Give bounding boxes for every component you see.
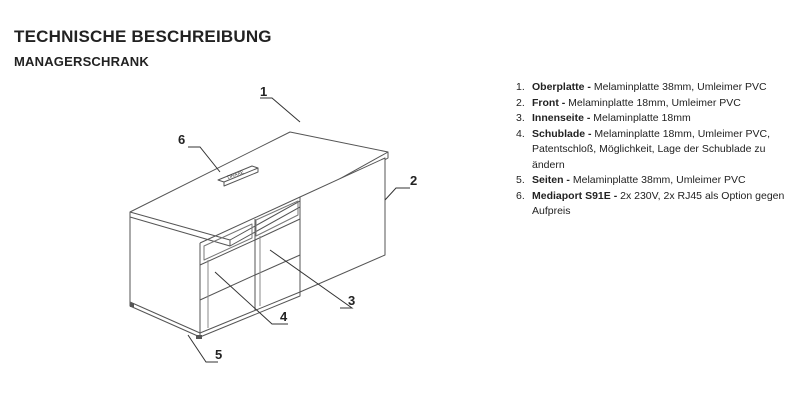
legend-item — [516, 189, 786, 220]
legend-item — [516, 127, 786, 174]
legend-item — [516, 80, 786, 96]
page-subtitle: MANAGERSCHRANK — [14, 54, 149, 69]
legend-description: Melaminplatte 38mm, Umleimer PVC — [590, 81, 767, 93]
legend-term: Mediaport S91E - — [532, 189, 618, 202]
legend-description: Melaminplatte 38mm, Umleimer PVC — [569, 174, 746, 186]
callout-2: 2 — [410, 173, 418, 188]
legend-description: Melaminplatte 18mm, Umleimer PVC, Patentschloß, Möglichkeit, Lage der Schublade zu ändern — [532, 127, 771, 171]
legend-description: Melaminplatte 18mm — [590, 112, 691, 124]
mediaport-label: DRAXE — [226, 169, 245, 181]
callout-4: 4 — [280, 309, 288, 324]
callout-6: 6 — [178, 132, 186, 147]
callout-1: 1 — [260, 84, 268, 99]
callout-5: 5 — [215, 347, 223, 362]
legend-item — [516, 96, 786, 112]
page-title: TECHNISCHE BESCHREIBUNG — [14, 27, 272, 46]
component-legend — [516, 80, 786, 220]
legend-term: Seiten - — [532, 174, 570, 186]
cabinet-drawing — [100, 80, 440, 380]
legend-description: Melaminplatte 18mm, Umleimer PVC — [565, 96, 741, 109]
legend-number: 6. — [516, 189, 525, 202]
legend-term: Front - — [532, 96, 566, 109]
legend-number: 4. — [516, 127, 525, 140]
legend-description: 2x 230V, 2x RJ45 als Option gegen Aufpreis — [532, 189, 785, 217]
legend-term: Oberplatte - — [532, 81, 591, 93]
legend-term: Schublade - — [532, 127, 592, 140]
legend-number: 2. — [516, 96, 525, 109]
legend-number: 5. — [516, 174, 525, 186]
legend-number: 3. — [516, 112, 525, 124]
legend-item — [516, 111, 786, 127]
callout-3: 3 — [348, 293, 356, 308]
legend-term: Innenseite - — [532, 112, 591, 124]
legend-number: 1. — [516, 81, 525, 93]
legend-item — [516, 173, 786, 189]
